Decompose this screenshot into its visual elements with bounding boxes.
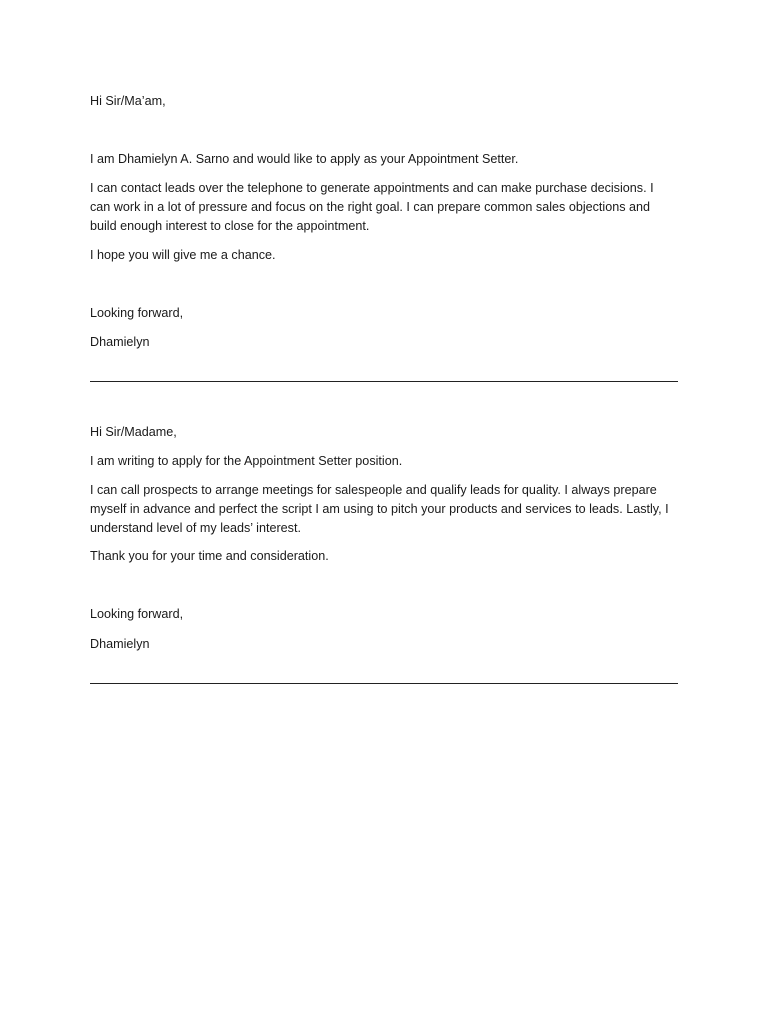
letter2-signature: Dhamielyn: [90, 637, 150, 651]
letter-divider-1: [90, 381, 678, 382]
letter2-intro: I am writing to apply for the Appointment Setter position.: [90, 454, 403, 468]
letter1-body-line-1: I can contact leads over the telephone to generate appointments and can make purchase decisions. I: [90, 181, 654, 195]
letter-divider-2: [90, 683, 678, 684]
letter1-signature: Dhamielyn: [90, 335, 150, 349]
letter1-signoff: Looking forward,: [90, 306, 184, 320]
letter1-body-line-3: build enough interest to close for the appointment.: [90, 219, 370, 233]
letter2-body-line-1: I can call prospects to arrange meetings for salespeople and qualify leads for quality. I always prepare: [90, 483, 657, 497]
letter2-body-line-3: understand level of my leads’ interest.: [90, 521, 301, 535]
letter2-closing-line: Thank you for your time and consideration.: [90, 549, 329, 563]
letter2-body-line-2: myself in advance and perfect the script I am using to pitch your products and services to leads. Lastly, I: [90, 502, 669, 516]
letter2-greeting: Hi Sir/Madame,: [90, 425, 177, 439]
letter2-signoff: Looking forward,: [90, 607, 184, 621]
letter1-greeting: Hi Sir/Ma’am,: [90, 94, 166, 108]
letter1-intro: I am Dhamielyn A. Sarno and would like to apply as your Appointment Setter.: [90, 152, 519, 166]
letter1-closing-line: I hope you will give me a chance.: [90, 248, 276, 262]
letter1-body-line-2: can work in a lot of pressure and focus on the right goal. I can prepare common sales objections and: [90, 200, 651, 214]
